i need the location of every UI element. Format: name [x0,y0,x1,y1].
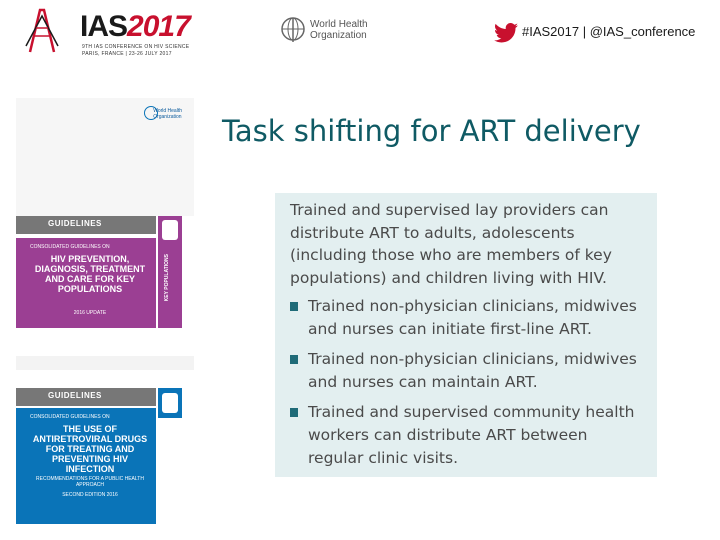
bullet-list [290,295,643,470]
slide-header [0,0,720,62]
cover-band: GUIDELINES [16,216,156,234]
who-emblem-icon [280,16,306,44]
ias-wordmark: IAS2017 [80,10,190,43]
list-item: Trained non-physician clinicians, midwives and nurses can maintain ART. [290,348,643,394]
recommendations-box [275,193,657,477]
key-populations-guideline-cover [16,98,194,356]
square-bullet-icon [290,355,298,364]
twitter-bird-icon [494,22,518,44]
square-bullet-icon [290,408,298,417]
eiffel-tower-icon [22,6,62,54]
cover-side-tab [158,216,182,328]
cover-side-text: KEY POPULATIONS [164,254,170,302]
cover-title-panel [16,408,156,524]
cover-who-text: World Health Organization [153,108,182,120]
ias-subtitle-line2: PARIS, FRANCE | 23-26 JULY 2017 [82,51,172,57]
arv-guideline-cover [16,370,194,524]
slide-title: Task shifting for ART delivery [222,114,641,148]
guideline-covers-image [16,98,194,524]
cover-edition: SECOND EDITION 2016 [62,492,118,498]
intro-text: Trained and supervised lay providers can distribute ART to adults, adolescents (including those who are members of key populations) and children living with HIV. [290,201,612,287]
who-logo [280,16,370,46]
who-text: World Health Organization [310,19,368,41]
conference-hashtag: #IAS2017 | @IAS_conference [522,24,696,39]
square-bullet-icon [290,302,298,311]
cover-edition: 2016 UPDATE [73,310,107,316]
cover-title: HIV PREVENTION, DIAGNOSIS, TREATMENT AND CARE FOR KEY POPULATIONS [34,254,146,294]
cover-band: GUIDELINES [16,388,156,406]
ias-2017-logo [22,6,190,57]
list-item: Trained non-physician clinicians, midwives and nurses can initiate first-line ART. [290,295,643,341]
cover-side-tab [158,388,182,418]
cover-title: THE USE OF ANTIRETROVIRAL DRUGS FOR TREATING AND PREVENTING HIV INFECTION [32,424,148,474]
pill-bottle-icon [162,393,178,413]
cover-subtitle: RECOMMENDATIONS FOR A PUBLIC HEALTH APPROACH [36,476,144,488]
ribbon-icon [162,220,178,240]
ias-subtitle-line1: 9TH IAS CONFERENCE ON HIV SCIENCE [82,44,190,50]
cover-small-text: CONSOLIDATED GUIDELINES ON [30,244,110,250]
cover-title-panel [16,238,156,328]
list-item: Trained and supervised community health workers can distribute ART between regular clinic visits. [290,401,643,470]
cover-small-text: CONSOLIDATED GUIDELINES ON [30,414,110,420]
